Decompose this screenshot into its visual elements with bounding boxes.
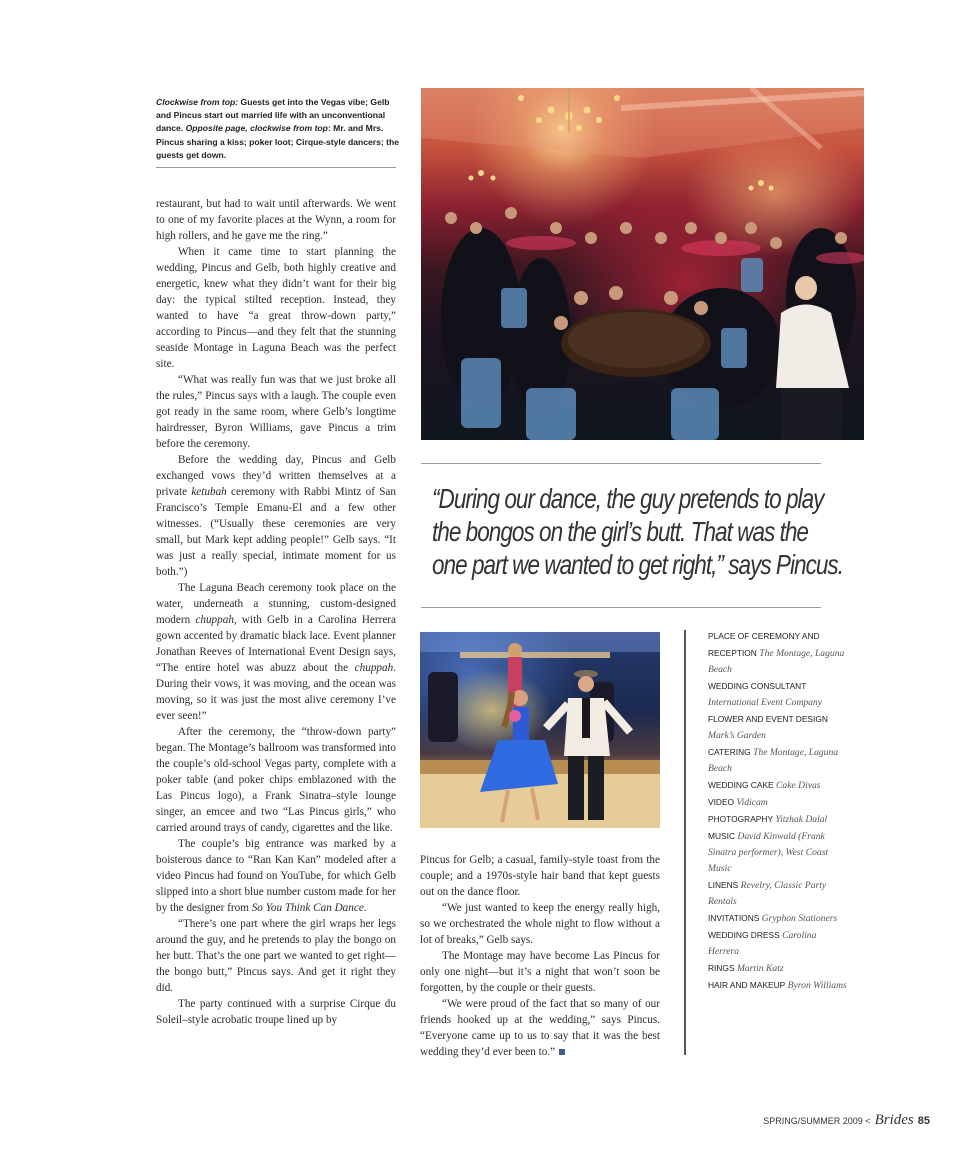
paragraph-text: Before the wedding day, Pincus and Gelb exchanged vows they’d written themselves at a private <box>156 454 396 498</box>
credit-value: Gryphon Stationers <box>761 913 838 924</box>
credit-item <box>708 678 848 711</box>
paragraph <box>156 836 396 916</box>
credit-label: VIDEO <box>708 797 735 807</box>
paragraph-text: , with Gelb in a Carolina Herrera gown accented by dramatic black lace. Event planner Jonathan Reeves of International Event Design says, “The entire hotel was abuzz about the <box>156 614 396 674</box>
credit-item <box>708 744 848 777</box>
credit-item <box>708 811 848 828</box>
page-number: 85 <box>917 1115 930 1127</box>
paragraph: The Montage may have become Las Pincus for only one night—but it’s a night that won’t soon be forgotten, by the couple or their guests. <box>420 950 660 994</box>
credit-value: The Montage, Laguna Beach <box>708 648 845 675</box>
credit-label: RINGS <box>708 963 735 973</box>
paragraph: When it came time to start planning the wedding, Pincus and Gelb, both highly creative and energetic, knew what they didn’t want for their big day: the typical stilted reception. Instead, they wanted to have “a great throw-down party,” according to Pincus—and they felt that the stunning seaside Montage in Laguna Beach was the perfect site. <box>156 246 396 370</box>
ballroom-photo <box>421 88 864 440</box>
italic-term: chuppah <box>354 662 394 674</box>
credit-item <box>708 927 848 960</box>
credit-item <box>708 828 848 877</box>
paragraph <box>420 996 660 1060</box>
paragraph <box>156 452 396 580</box>
credit-value: Martin Katz <box>736 963 784 974</box>
credit-label: LINENS <box>708 880 739 890</box>
credit-label: MUSIC <box>708 831 735 841</box>
caption-lead-2: Opposite page, clockwise from top <box>185 123 328 134</box>
dance-photo <box>420 632 660 828</box>
credit-label: WEDDING CONSULTANT <box>708 681 807 691</box>
credit-value: Cake Divas <box>776 780 821 791</box>
credit-label: PHOTOGRAPHY <box>708 814 773 824</box>
paragraph: restaurant, but had to wait until afterwards. We went to one of my favorite places at the Wynn, a room for high rollers, and he gave me the ring.” <box>156 198 396 242</box>
wedding-credits <box>708 628 848 994</box>
credit-item <box>708 794 848 811</box>
paragraph-text: The Laguna Beach ceremony took place on the water, underneath a stunning, custom-designed modern <box>156 582 396 626</box>
credit-value: Mark’s Garden <box>708 730 766 741</box>
credit-item <box>708 977 848 994</box>
quote-divider-bottom <box>421 607 821 608</box>
credit-item <box>708 777 848 794</box>
dance-photo-illustration <box>420 632 660 828</box>
caption-divider <box>156 167 396 168</box>
credit-value: Yitzhak Dalal <box>775 814 828 825</box>
credit-value: Byron Williams <box>787 980 847 991</box>
quote-divider-top <box>421 463 821 464</box>
italic-title: So You Think Can Dance <box>251 902 364 914</box>
caption-text: Guests get into the Vegas vibe; Gelb and Pincus start out married life with an unconventional dance. <box>156 97 390 134</box>
pull-quote-line: one part we wanted to get right,” says Pincus. <box>432 549 843 580</box>
magazine-logo: Brides <box>874 1112 914 1128</box>
paragraph: After the ceremony, the “throw-down party” began. The Montage’s ballroom was transformed into the couple’s old-school Vegas party, complete with a poker table (and poker chips emblazoned with the Las Pincus logo), a Frank Sinatra–style lounge singer, an emcee and two “Las Pincus girls,” who carried around trays of candy, cigarettes and the like. <box>156 726 396 834</box>
page-footer <box>760 1112 930 1129</box>
paragraph: “What was really fun was that we just broke all the rules,” Pincus says with a laugh. The couple even got ready in the same room, where Gelb’s longtime hairdresser, Byron Williams, gave Pincus a trim before the ceremony. <box>156 374 396 450</box>
caption-text-2: : Mr. and Mrs. Pincus sharing a kiss; poker loot; Cirque-style dancers; the guests get down. <box>156 123 400 160</box>
paragraph-text: . <box>363 902 367 914</box>
credit-label: FLOWER AND EVENT DESIGN <box>708 714 828 724</box>
italic-term: chuppah <box>195 614 234 626</box>
article-column-1 <box>156 196 396 1028</box>
credit-value: International Event Company <box>708 697 823 708</box>
italic-term: ketubah <box>191 486 227 498</box>
credit-label: INVITATIONS <box>708 913 760 923</box>
issue-label: SPRING/SUMMER 2009 < <box>763 1116 871 1126</box>
paragraph-text: ceremony with Rabbi Mintz of San Francisco’s Temple Emanu-El and a few other witnesses. (“Usually these ceremonies are very small, but Mark kept adding people!” Gelb says. “It was just a really special, intimate moment for us both.”) <box>156 486 396 578</box>
credit-label: HAIR AND MAKEUP <box>708 980 786 990</box>
credit-item <box>708 877 848 910</box>
credit-item <box>708 711 848 744</box>
paragraph: Pincus for Gelb; a casual, family-style toast from the couple; and a 1970s-style hair band that kept guests out on the dance floor. <box>420 854 660 898</box>
paragraph: “There’s one part where the girl wraps her legs around the guy, and he pretends to play the bongo on her butt. That’s the one part we wanted to get right—the bongo butt,” Pincus says. And get it right they did. <box>156 918 396 994</box>
credit-label: WEDDING CAKE <box>708 780 774 790</box>
credit-label: WEDDING DRESS <box>708 930 780 940</box>
photo-caption <box>156 96 404 162</box>
paragraph: “We just wanted to keep the energy really high, so we orchestrated the whole night to flow without a lot of breaks,” Gelb says. <box>420 902 660 946</box>
credit-item <box>708 628 848 678</box>
credit-item <box>708 910 848 927</box>
credit-item <box>708 960 848 977</box>
paragraph-text: “We were proud of the fact that so many of our friends hooked up at the wedding,” says Pincus. “Everyone came up to us to say that it was the best wedding they’d ever been to.” <box>420 998 660 1058</box>
pull-quote-line: the bongos on the girl’s butt. That was the <box>432 516 808 547</box>
credit-value: The Montage, Laguna Beach <box>708 747 839 774</box>
credits-divider <box>684 630 686 1055</box>
paragraph-text: The couple’s big entrance was marked by a boisterous dance to “Ran Kan Kan” modeled after a video Pincus had found on YouTube, for which Gelb slipped into a short blue number custom made for her by the designer from <box>156 838 396 914</box>
pull-quote <box>432 482 843 581</box>
ballroom-photo-illustration <box>421 88 864 440</box>
credit-label: PLACE OF CEREMONY AND RECEPTION <box>708 631 820 658</box>
credit-value: David Kinwald (Frank Sinatra performer), West Coast Music <box>708 831 829 874</box>
pull-quote-line: “During our dance, the guy pretends to play <box>432 483 824 514</box>
credit-value: Carolina Herrera <box>708 930 817 957</box>
end-of-article-mark <box>559 1049 565 1055</box>
credit-value: Vidicam <box>736 797 768 808</box>
paragraph <box>156 580 396 724</box>
paragraph-text: . During their vows, it was moving, and the ocean was moving, so it was just the most alive ceremony I’ve ever seen!” <box>156 662 396 722</box>
paragraph: The party continued with a surprise Cirque du Soleil–style acrobatic troupe lined up by <box>156 998 396 1026</box>
credit-value: Revelry, Classic Party Rentals <box>708 880 827 907</box>
caption-lead: Clockwise from top: <box>156 97 239 107</box>
article-column-2 <box>420 852 660 1060</box>
credit-label: CATERING <box>708 747 751 757</box>
